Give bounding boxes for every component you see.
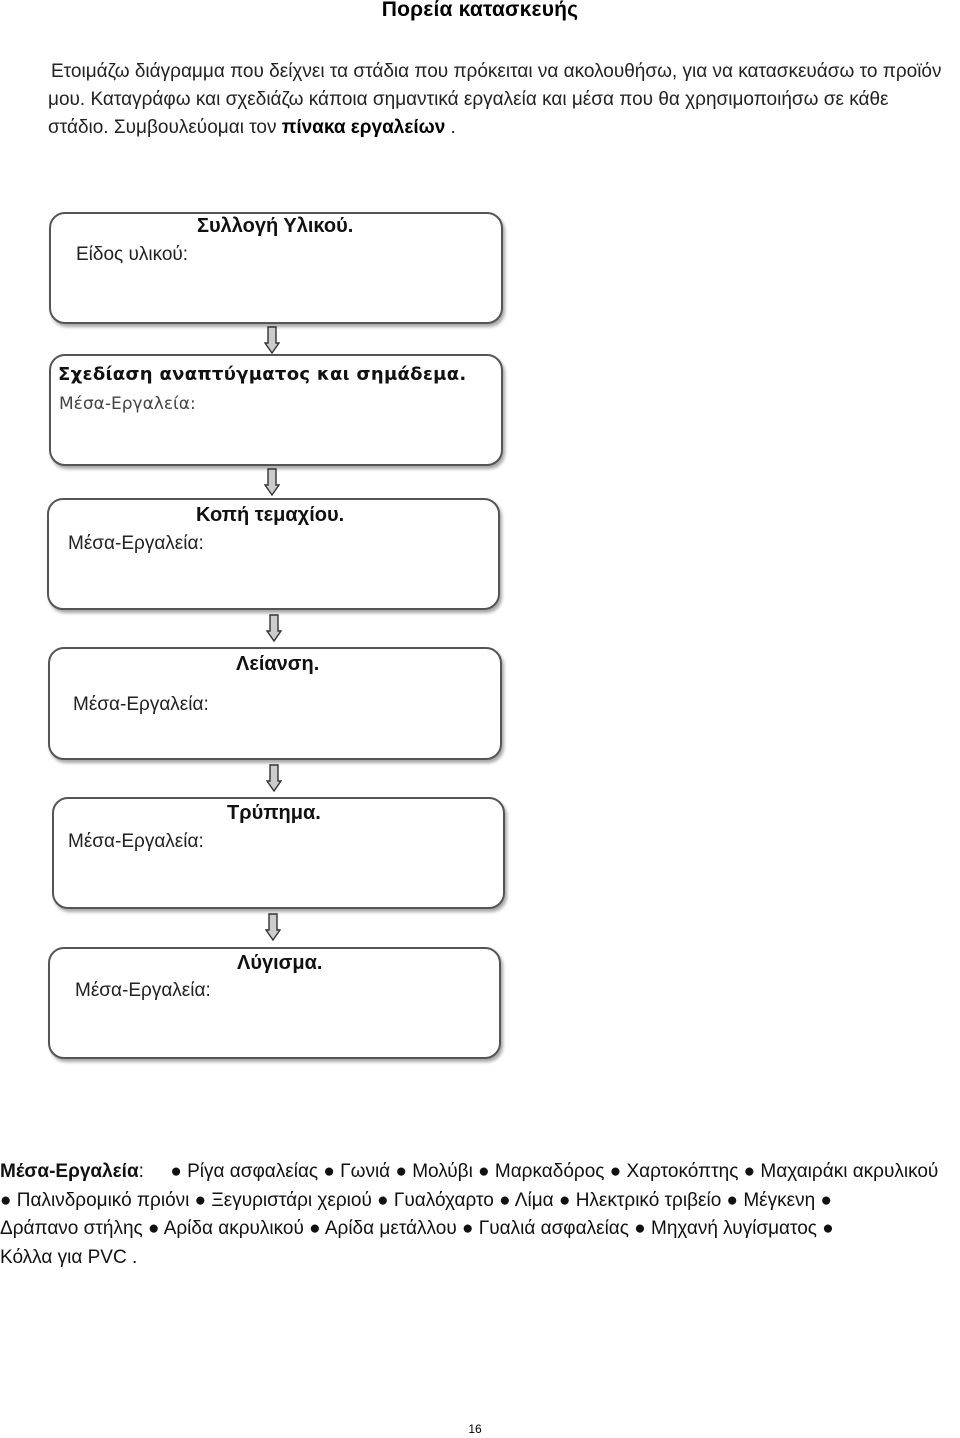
tool-item: Ηλεκτρικό τριβείο — [575, 1189, 722, 1211]
bullet-icon: ● — [558, 1189, 571, 1211]
stage-label: Μέσα-Εργαλεία: — [68, 831, 204, 852]
stage-label: Είδος υλικού: — [76, 244, 189, 265]
bullet-icon: ● — [743, 1161, 756, 1182]
stage-title: Λείανση. — [236, 653, 320, 675]
bullet-icon: ● — [147, 1218, 160, 1239]
tools-list — [0, 1158, 950, 1272]
bullet-icon: ● — [499, 1189, 511, 1211]
tool-item: Μαρκαδόρος — [494, 1161, 605, 1182]
tools-heading: Μέσα-Εργαλεία — [0, 1161, 139, 1182]
bullet-icon: ● — [170, 1161, 182, 1182]
bullet-icon: ● — [194, 1189, 207, 1211]
stage-box-bending — [48, 947, 501, 1059]
tools-colon: : — [138, 1161, 144, 1182]
stage-box-layout-marking — [49, 354, 503, 466]
tool-item: Μαχαιράκι ακρυλικού — [760, 1161, 939, 1182]
tools-end: . — [131, 1246, 138, 1268]
bullet-icon: ● — [462, 1218, 474, 1239]
arrow-down-icon — [264, 326, 280, 354]
tool-item: Γυαλιά ασφαλείας — [478, 1218, 629, 1239]
stage-title: Λύγισμα. — [237, 952, 323, 974]
tool-item: Παλινδρομικό πριόνι — [16, 1189, 190, 1211]
page-title: Πορεία κατασκευής — [381, 0, 579, 21]
stage-title: Κοπή τεμαχίου. — [196, 504, 345, 526]
intro-paragraph — [48, 58, 948, 142]
arrow-down-icon — [265, 913, 281, 941]
tool-item: Κόλλα για PVC — [0, 1246, 127, 1268]
stage-title: Συλλογή Υλικού. — [197, 215, 354, 237]
bullet-icon: ● — [822, 1218, 834, 1239]
bullet-icon: ● — [323, 1161, 335, 1182]
tool-item: Γυαλόχαρτο — [393, 1189, 494, 1211]
arrow-down-icon — [264, 468, 280, 496]
bullet-icon: ● — [395, 1161, 407, 1182]
bullet-icon: ● — [609, 1161, 622, 1182]
bullet-icon: ● — [377, 1189, 389, 1211]
arrow-down-icon — [266, 764, 282, 792]
tool-item: Μέγκενη — [743, 1189, 816, 1211]
tool-item: Αρίδα μετάλλου — [324, 1218, 457, 1239]
tool-item: Ρίγα ασφαλείας — [187, 1161, 319, 1182]
intro-text: Ετοιμάζω διάγραμμα που δείχνει τα στάδια που πρόκειται να ακολουθήσω, για να κατασκευάσω το προϊόν μου. Καταγράφω και σχεδιάζω κάποια σημαντικά εργαλεία και μέσα που θα χρησιμοποιήσω σε κάθε στάδιο. Συμβουλεύομαι τον — [48, 61, 942, 138]
stage-label: Μέσα-Εργαλεία: — [59, 394, 196, 414]
stage-label: Μέσα-Εργαλεία: — [68, 533, 204, 554]
bullet-icon: ● — [478, 1161, 490, 1182]
tools-table-reference: πίνακα εργαλείων — [281, 117, 446, 138]
page-number: 16 — [468, 1422, 482, 1436]
stage-box-cutting — [47, 498, 500, 610]
stage-label: Μέσα-Εργαλεία: — [73, 694, 209, 715]
tool-item: Αρίδα ακρυλικού — [163, 1218, 304, 1239]
tool-item: Χαρτοκόπτης — [626, 1161, 739, 1182]
stage-title: Τρύπημα. — [227, 802, 321, 824]
stage-title: Σχεδίαση αναπτύγματος και σημάδεμα. — [58, 364, 467, 385]
bullet-icon: ● — [634, 1218, 646, 1239]
tool-item: Μολύβι — [412, 1161, 473, 1182]
stage-box-material-collection — [49, 212, 503, 324]
stage-label: Μέσα-Εργαλεία: — [75, 980, 211, 1001]
bullet-icon: ● — [309, 1218, 321, 1239]
tool-item: Γωνιά — [340, 1161, 391, 1182]
tool-item: Δράπανο στήλης — [0, 1218, 143, 1239]
stage-box-smoothing — [48, 647, 502, 760]
stage-box-drilling — [52, 797, 505, 909]
tool-item: Λίμα — [514, 1189, 554, 1211]
intro-end: . — [445, 117, 456, 138]
tool-item: Μηχανή λυγίσματος — [651, 1218, 817, 1239]
bullet-icon: ● — [0, 1189, 12, 1211]
arrow-down-icon — [266, 614, 282, 642]
bullet-icon: ● — [820, 1189, 832, 1211]
tool-item: Ξεγυριστάρι χεριού — [211, 1189, 372, 1211]
bullet-icon: ● — [726, 1189, 739, 1211]
